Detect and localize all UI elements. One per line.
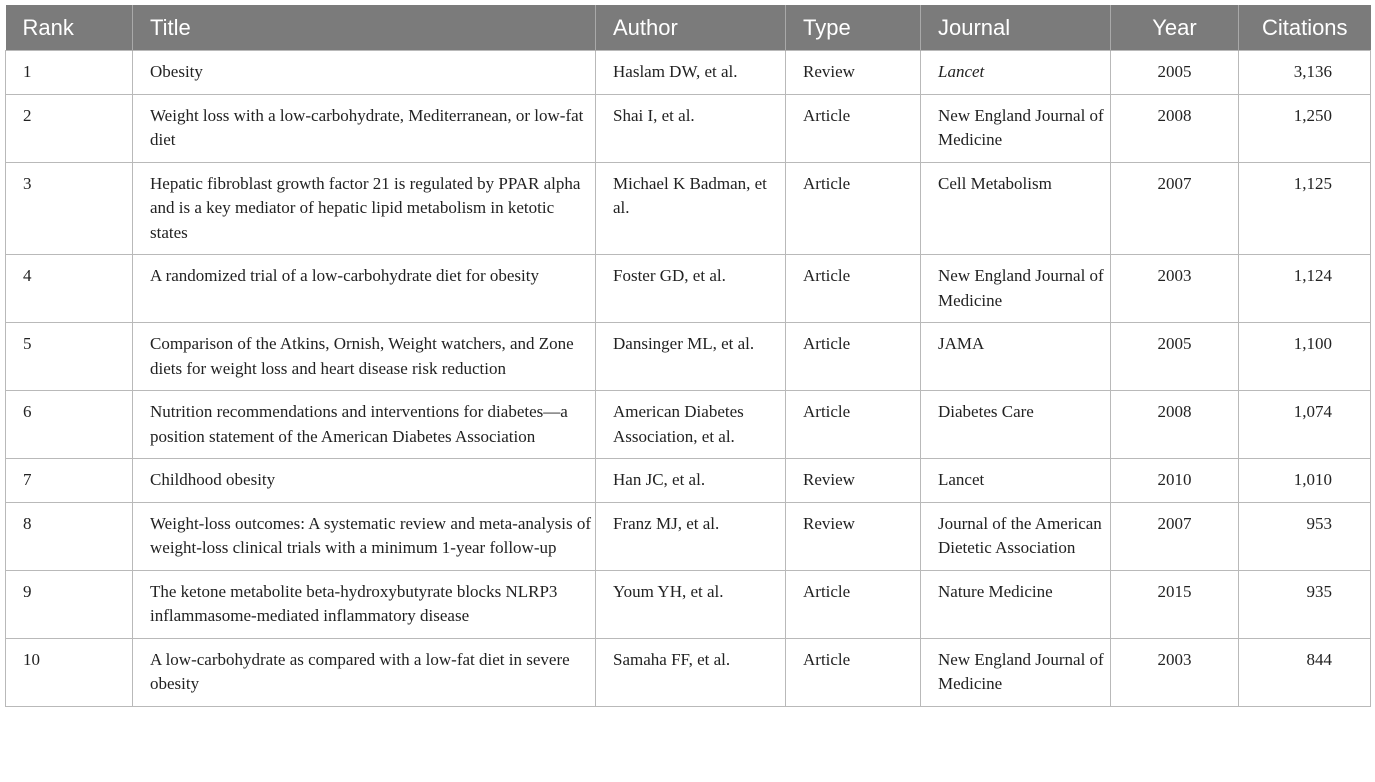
- cell-year: 2003: [1111, 638, 1239, 706]
- cell-author: Michael K Badman, et al.: [596, 162, 786, 255]
- cell-type: Review: [786, 51, 921, 95]
- cell-author: Foster GD, et al.: [596, 255, 786, 323]
- cell-citations: 953: [1239, 502, 1371, 570]
- cell-year: 2010: [1111, 459, 1239, 503]
- table-row: [6, 570, 1371, 638]
- cell-type: Article: [786, 255, 921, 323]
- column-header-title: Title: [133, 5, 596, 51]
- column-header-year: Year: [1111, 5, 1239, 51]
- table-row: [6, 459, 1371, 503]
- cell-year: 2007: [1111, 502, 1239, 570]
- cell-year: 2008: [1111, 94, 1239, 162]
- cell-type: Article: [786, 323, 921, 391]
- cell-title: The ketone metabolite beta-hydroxybutyrate blocks NLRP3 inflammasome-mediated inflammatory disease: [133, 570, 596, 638]
- cell-rank: 10: [6, 638, 133, 706]
- cell-journal: Journal of the American Dietetic Association: [921, 502, 1111, 570]
- cell-title: Nutrition recommendations and interventions for diabetes—a position statement of the American Diabetes Association: [133, 391, 596, 459]
- cell-year: 2007: [1111, 162, 1239, 255]
- cell-author: Franz MJ, et al.: [596, 502, 786, 570]
- cell-year: 2008: [1111, 391, 1239, 459]
- column-header-type: Type: [786, 5, 921, 51]
- cell-author: Dansinger ML, et al.: [596, 323, 786, 391]
- cell-rank: 2: [6, 94, 133, 162]
- cell-type: Article: [786, 638, 921, 706]
- cell-title: Weight loss with a low-carbohydrate, Mediterranean, or low-fat diet: [133, 94, 596, 162]
- cell-citations: 1,124: [1239, 255, 1371, 323]
- cell-author: Youm YH, et al.: [596, 570, 786, 638]
- table-row: [6, 638, 1371, 706]
- cell-journal: Cell Metabolism: [921, 162, 1111, 255]
- table-row: [6, 51, 1371, 95]
- column-header-author: Author: [596, 5, 786, 51]
- table-row: [6, 255, 1371, 323]
- cell-type: Article: [786, 570, 921, 638]
- cell-journal: Lancet: [921, 459, 1111, 503]
- cell-author: Samaha FF, et al.: [596, 638, 786, 706]
- cell-journal: New England Journal of Medicine: [921, 638, 1111, 706]
- cell-title: Weight-loss outcomes: A systematic review and meta-analysis of weight-loss clinical trials with a minimum 1-year follow-up: [133, 502, 596, 570]
- cell-citations: 935: [1239, 570, 1371, 638]
- cell-citations: 1,074: [1239, 391, 1371, 459]
- cell-rank: 6: [6, 391, 133, 459]
- cell-citations: 3,136: [1239, 51, 1371, 95]
- table-body: [6, 51, 1371, 707]
- cell-year: 2005: [1111, 51, 1239, 95]
- cell-rank: 7: [6, 459, 133, 503]
- cell-citations: 1,125: [1239, 162, 1371, 255]
- cell-rank: 8: [6, 502, 133, 570]
- cell-year: 2015: [1111, 570, 1239, 638]
- cell-type: Article: [786, 391, 921, 459]
- column-header-citations: Citations: [1239, 5, 1371, 51]
- citations-table: [5, 5, 1371, 707]
- cell-title: Obesity: [133, 51, 596, 95]
- cell-rank: 5: [6, 323, 133, 391]
- cell-rank: 3: [6, 162, 133, 255]
- cell-citations: 844: [1239, 638, 1371, 706]
- cell-author: American Diabetes Association, et al.: [596, 391, 786, 459]
- table-row: [6, 502, 1371, 570]
- cell-title: Childhood obesity: [133, 459, 596, 503]
- cell-journal: Diabetes Care: [921, 391, 1111, 459]
- table-row: [6, 323, 1371, 391]
- cell-year: 2005: [1111, 323, 1239, 391]
- cell-journal: New England Journal of Medicine: [921, 94, 1111, 162]
- cell-rank: 1: [6, 51, 133, 95]
- cell-rank: 4: [6, 255, 133, 323]
- cell-author: Han JC, et al.: [596, 459, 786, 503]
- cell-title: A randomized trial of a low-carbohydrate diet for obesity: [133, 255, 596, 323]
- cell-journal: JAMA: [921, 323, 1111, 391]
- table-row: [6, 94, 1371, 162]
- cell-rank: 9: [6, 570, 133, 638]
- cell-author: Shai I, et al.: [596, 94, 786, 162]
- cell-year: 2003: [1111, 255, 1239, 323]
- cell-type: Article: [786, 162, 921, 255]
- cell-type: Article: [786, 94, 921, 162]
- header-row: [6, 5, 1371, 51]
- table-row: [6, 162, 1371, 255]
- cell-citations: 1,100: [1239, 323, 1371, 391]
- cell-citations: 1,250: [1239, 94, 1371, 162]
- cell-author: Haslam DW, et al.: [596, 51, 786, 95]
- cell-type: Review: [786, 502, 921, 570]
- cell-citations: 1,010: [1239, 459, 1371, 503]
- cell-journal: New England Journal of Medicine: [921, 255, 1111, 323]
- cell-journal: Lancet: [921, 51, 1111, 95]
- column-header-journal: Journal: [921, 5, 1111, 51]
- cell-title: Hepatic fibroblast growth factor 21 is regulated by PPAR alpha and is a key mediator of hepatic lipid metabolism in ketotic states: [133, 162, 596, 255]
- cell-title: A low-carbohydrate as compared with a low-fat diet in severe obesity: [133, 638, 596, 706]
- cell-type: Review: [786, 459, 921, 503]
- cell-journal: Nature Medicine: [921, 570, 1111, 638]
- cell-title: Comparison of the Atkins, Ornish, Weight watchers, and Zone diets for weight loss and heart disease risk reduction: [133, 323, 596, 391]
- column-header-rank: Rank: [6, 5, 133, 51]
- table-row: [6, 391, 1371, 459]
